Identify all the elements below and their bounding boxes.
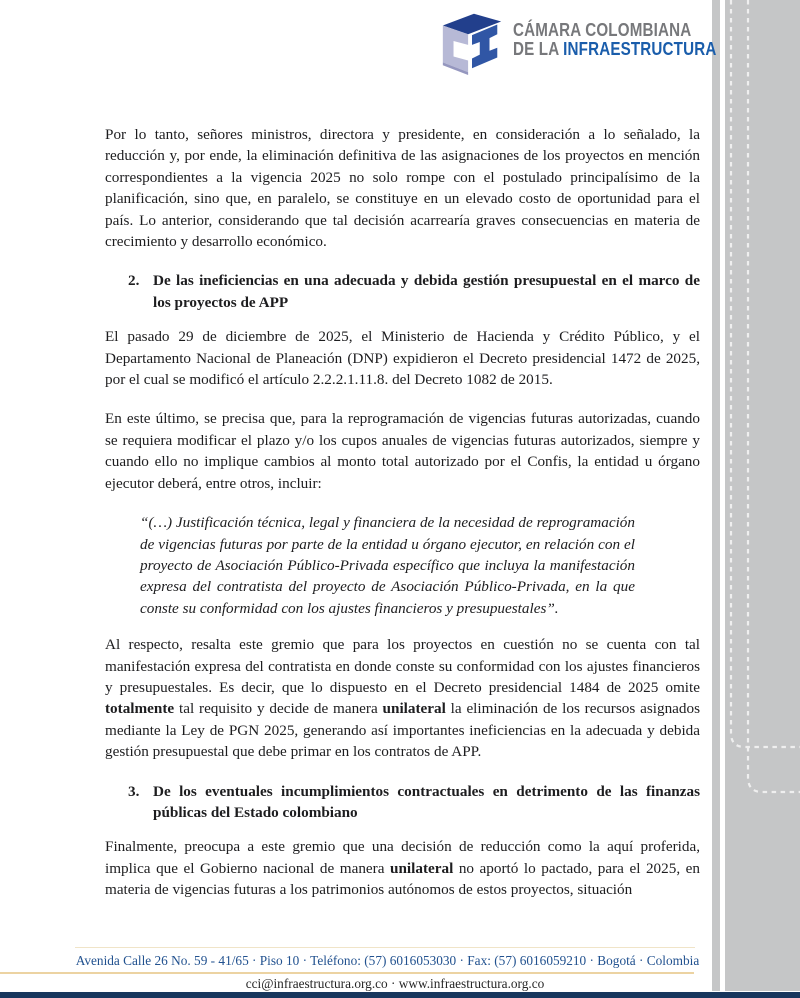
section-2-title: De las ineficiencias en una adecuada y debida gestión presupuestal en el marco de los proyectos de APP bbox=[153, 272, 700, 311]
logo-line-2-prefix: DE LA bbox=[513, 38, 564, 59]
paragraph-decreto-1472: El pasado 29 de diciembre de 2025, el Ministerio de Hacienda y Crédito Público, y el Departamento Nacional de Planeación (DNP) expidieron el Decreto presidencial 1472 de 2025, por el cual se modificó el artículo 2.2.2.1.11.8. del Decreto 1082 de 2015. bbox=[105, 328, 700, 389]
logo-line-2 bbox=[513, 39, 716, 58]
footer-navy-bar bbox=[0, 992, 800, 998]
section-heading-2 bbox=[105, 270, 700, 313]
logo-line-1: CÁMARA COLOMBIANA bbox=[513, 19, 692, 40]
cci-logo bbox=[436, 6, 761, 76]
section-3-number: 3. bbox=[128, 782, 140, 800]
letter-body bbox=[105, 124, 700, 919]
cci-cube-icon bbox=[436, 6, 508, 76]
footer-address: Avenida Calle 26 No. 59 - 41/65 · Piso 10 · Teléfono: (57) 6016053030 · Fax: (57) 6016059210 · Bogotá · Colombia bbox=[75, 953, 700, 968]
section-2-number: 2. bbox=[128, 272, 140, 290]
blockquote-justificacion: “(…) Justificación técnica, legal y financiera de la necesidad de reprogramación de vigencias futuras por parte de la entidad u órgano ejecutor, en relación con el proyecto de Asociación Público-Privada específico que incluya la manifestación expresa del contratista del proyecto de Asociación Público-Privada, en la que conste su conformidad con los ajustes financieros y presupuestales”. bbox=[140, 514, 635, 617]
road-graphic-icon bbox=[710, 0, 800, 991]
logo-line-2-accent: INFRAESTRUCTURA bbox=[563, 38, 717, 59]
footer-contact: cci@infraestructura.org.co · www.infraestructura.org.co bbox=[245, 976, 545, 991]
paragraph-finalmente: Finalmente, preocupa a este gremio que una decisión de reducción como la aquí proferida, implica que el Gobierno nacional de manera unilateral no aportó lo pactado, para el 2025, en materia de vigencias futuras a los patrimonios autónomos de estos proyectos, situación bbox=[105, 838, 701, 899]
footer-top-rule bbox=[75, 947, 695, 948]
paragraph-reprogramacion: En este último, se precisa que, para la reprogramación de vigencias futuras autorizadas, cuando se requiera modificar el plazo y/o los cupos anuales de vigencias futuras autorizados, siempre y cuando ello no implique cambios al monto total autorizado por el Confis, la entidad u órgano ejecutor deberá, entre otros, incluir: bbox=[105, 410, 700, 492]
footer-gold-rule bbox=[0, 972, 694, 974]
paragraph-intro: Por lo tanto, señores ministros, directora y presidente, en consideración a lo señalado, la reducción y, por ende, la eliminación definitiva de las asignaciones de los proyectos en mención correspondientes a la vigencia 2025 no solo rompe con el postulado principalísimo de la planificación, sino que, en paralelo, se constituye en un elevado costo de oportunidad para el país. Lo anterior, considerando que tal decisión acarrearía graves consecuencias en materia de crecimiento y desarrollo económico. bbox=[105, 126, 700, 251]
page-edge-road-decoration bbox=[710, 0, 800, 991]
cci-logo-wordmark bbox=[513, 20, 761, 58]
section-heading-3 bbox=[105, 781, 700, 824]
section-3-title: De los eventuales incumplimientos contractuales en detrimento de las finanzas públicas del Estado colombiano bbox=[153, 782, 700, 821]
paragraph-al-respecto: Al respecto, resalta este gremio que para los proyectos en cuestión no se cuenta con tal manifestación expresa del contratista en donde conste su conformidad con los ajustes financieros y presupuestales. Es decir, que lo dispuesto en el Decreto presidencial 1484 de 2025 omite totalmente tal requisito y decide de manera unilateral la eliminación de los recursos asignados mediante la Ley de PGN 2025, generando así importantes ineficiencias en la adecuada y debida gestión presupuestal que debe primar en los contratos de APP. bbox=[105, 636, 701, 761]
